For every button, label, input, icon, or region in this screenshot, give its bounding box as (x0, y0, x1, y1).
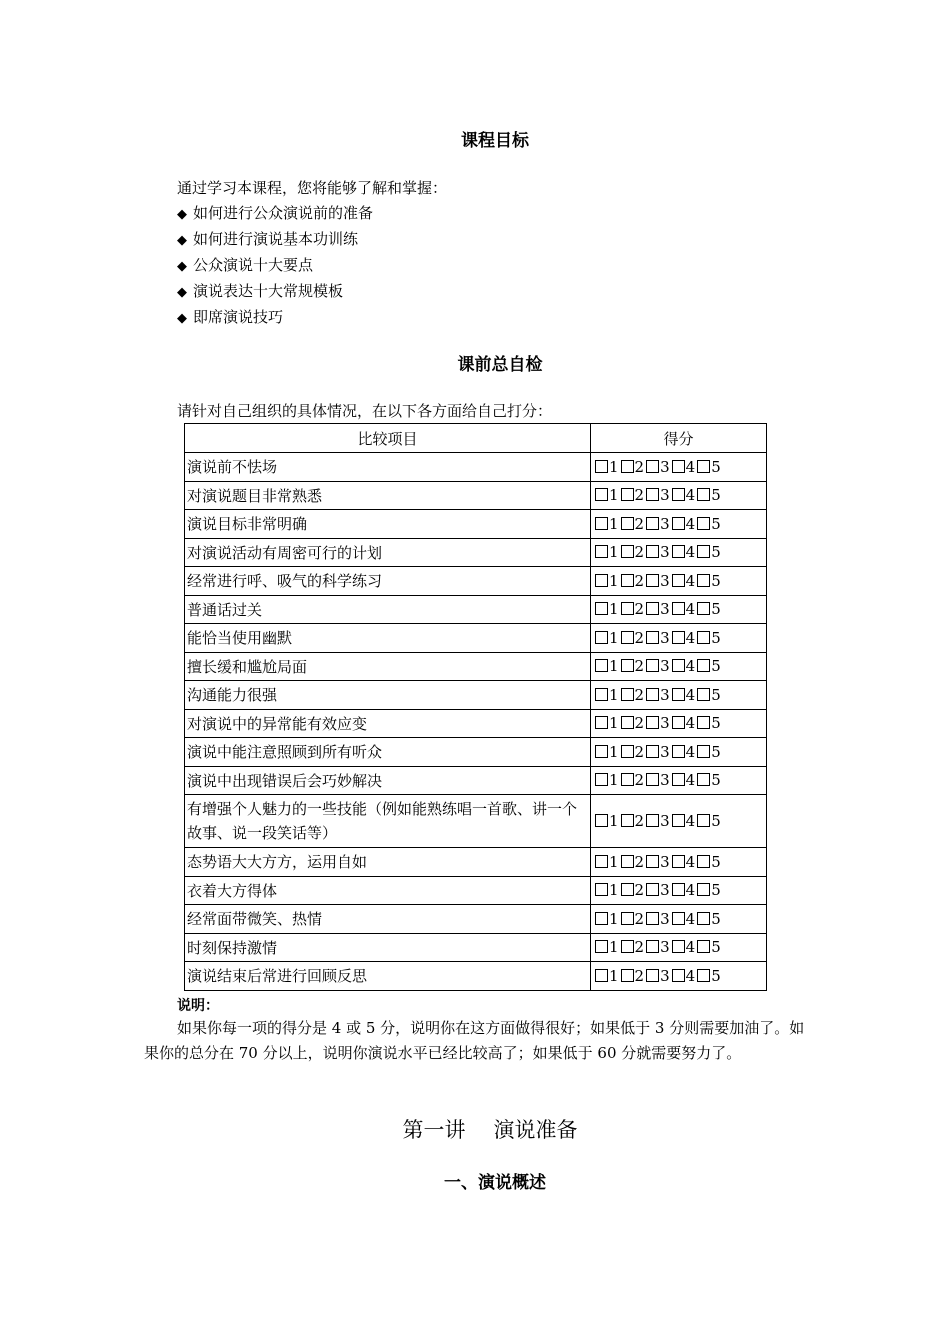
score-checkbox[interactable] (672, 574, 685, 587)
goal-item (177, 201, 447, 227)
goal-item (177, 305, 447, 331)
score-cell (591, 595, 767, 624)
score-checkbox[interactable] (672, 716, 685, 729)
score-checkbox[interactable] (621, 488, 634, 501)
score-checkbox[interactable] (621, 773, 634, 786)
item-cell: 擅长缓和尴尬局面 (185, 652, 591, 681)
goal-item (177, 227, 447, 253)
score-checkbox[interactable] (672, 940, 685, 953)
score-option-label: 2 (634, 966, 645, 985)
score-option-label: 5 (711, 771, 721, 790)
score-cell (591, 709, 767, 738)
score-option-label: 5 (711, 628, 721, 647)
score-checkbox[interactable] (646, 814, 659, 827)
score-cell (591, 876, 767, 905)
score-option-label: 1 (609, 457, 619, 476)
score-option-label: 5 (711, 938, 721, 957)
score-checkbox[interactable] (697, 745, 710, 758)
score-cell (591, 848, 767, 877)
table-row (185, 681, 767, 710)
score-option-label: 3 (660, 771, 670, 790)
score-checkbox[interactable] (646, 517, 659, 530)
table-header-row (185, 424, 767, 453)
score-checkbox[interactable] (646, 574, 659, 587)
score-option-label: 2 (634, 486, 645, 505)
score-option-label: 5 (711, 514, 721, 533)
table-row (185, 795, 767, 848)
table-row (185, 624, 767, 653)
score-checkbox[interactable] (672, 969, 685, 982)
score-option-label: 2 (634, 938, 645, 957)
score-checkbox[interactable] (646, 545, 659, 558)
score-checkbox[interactable] (646, 773, 659, 786)
score-option-label: 2 (634, 812, 645, 830)
item-cell: 能恰当使用幽默 (185, 624, 591, 653)
note-label: 说明： (177, 998, 219, 1014)
score-option-label: 4 (685, 514, 696, 533)
score-checkbox[interactable] (646, 940, 659, 953)
score-checkbox[interactable] (595, 460, 608, 473)
score-option-label: 4 (685, 543, 696, 562)
score-option-label: 1 (609, 881, 619, 900)
score-option-label: 5 (711, 657, 721, 676)
score-option-label: 1 (609, 685, 619, 704)
table-row (185, 876, 767, 905)
score-option-label: 1 (609, 852, 619, 871)
score-cell (591, 624, 767, 653)
score-checkbox[interactable] (697, 716, 710, 729)
table-row (185, 738, 767, 767)
score-option-label: 1 (609, 514, 619, 533)
table-row (185, 538, 767, 567)
score-checkbox[interactable] (595, 659, 608, 672)
score-checkbox[interactable] (595, 912, 608, 925)
score-checkbox[interactable] (672, 517, 685, 530)
item-cell: 态势语大大方方，运用自如 (185, 848, 591, 877)
goals-intro: 通过学习本课程，您将能够了解和掌握： (177, 179, 448, 197)
score-checkbox[interactable] (595, 488, 608, 501)
score-option-label: 1 (609, 486, 619, 505)
score-option-label: 1 (609, 657, 619, 676)
score-checkbox[interactable] (646, 855, 659, 868)
score-checkbox[interactable] (595, 716, 608, 729)
item-cell: 对演说活动有周密可行的计划 (185, 538, 591, 567)
score-option-label: 2 (634, 657, 645, 676)
score-cell (591, 962, 767, 991)
score-checkbox[interactable] (672, 545, 685, 558)
score-option-label: 2 (634, 881, 645, 900)
score-option-label: 5 (711, 685, 721, 704)
goal-text: 公众演说十大要点 (193, 256, 314, 274)
score-option-label: 5 (711, 966, 721, 985)
score-checkbox[interactable] (595, 545, 608, 558)
item-cell: 对演说题目非常熟悉 (185, 481, 591, 510)
score-option-label: 1 (609, 543, 619, 562)
score-checkbox[interactable] (672, 883, 685, 896)
goals-list (177, 176, 447, 331)
score-checkbox[interactable] (595, 855, 608, 868)
score-option-label: 3 (660, 571, 670, 590)
score-option-label: 4 (685, 685, 696, 704)
score-option-label: 3 (660, 938, 670, 957)
score-option-label: 2 (634, 571, 645, 590)
score-option-label: 1 (609, 628, 619, 647)
score-checkbox[interactable] (595, 814, 608, 827)
goal-item (177, 253, 447, 279)
score-option-label: 4 (685, 742, 696, 761)
table-row (185, 962, 767, 991)
score-checkbox[interactable] (621, 969, 634, 982)
score-option-label: 4 (685, 486, 696, 505)
score-checkbox[interactable] (621, 855, 634, 868)
goal-item (177, 279, 447, 305)
selfcheck-heading: 课前总自检 (457, 355, 543, 375)
score-option-label: 2 (634, 742, 645, 761)
item-cell: 经常面带微笑、热情 (185, 905, 591, 934)
score-checkbox[interactable] (672, 688, 685, 701)
score-checkbox[interactable] (672, 773, 685, 786)
score-option-label: 2 (634, 852, 645, 871)
score-option-label: 3 (660, 742, 670, 761)
score-option-label: 2 (634, 628, 645, 647)
item-cell: 演说前不怯场 (185, 453, 591, 482)
score-cell (591, 766, 767, 795)
score-option-label: 1 (609, 909, 619, 928)
item-cell: 演说中能注意照顾到所有听众 (185, 738, 591, 767)
self-check-table (184, 423, 767, 991)
table-row (185, 510, 767, 539)
score-checkbox[interactable] (697, 773, 710, 786)
diamond-bullet-icon: ◆ (177, 311, 187, 326)
score-cell (591, 453, 767, 482)
score-checkbox[interactable] (621, 460, 634, 473)
score-option-label: 1 (609, 771, 619, 790)
score-option-label: 5 (711, 742, 721, 761)
score-option-label: 2 (634, 600, 645, 619)
score-cell (591, 567, 767, 596)
score-option-label: 5 (711, 881, 721, 900)
score-cell (591, 538, 767, 567)
table-row (185, 766, 767, 795)
score-checkbox[interactable] (672, 460, 685, 473)
item-cell: 经常进行呼、吸气的科学练习 (185, 567, 591, 596)
item-cell: 演说结束后常进行回顾反思 (185, 962, 591, 991)
item-cell: 沟通能力很强 (185, 681, 591, 710)
column-header-score: 得分 (591, 424, 767, 453)
score-checkbox[interactable] (697, 883, 710, 896)
diamond-bullet-icon: ◆ (177, 285, 187, 300)
score-checkbox[interactable] (697, 855, 710, 868)
score-checkbox[interactable] (595, 517, 608, 530)
score-checkbox[interactable] (621, 912, 634, 925)
score-checkbox[interactable] (697, 460, 710, 473)
goal-text: 如何进行公众演说前的准备 (193, 204, 374, 222)
score-option-label: 2 (634, 714, 645, 733)
score-checkbox[interactable] (697, 659, 710, 672)
score-option-label: 3 (660, 909, 670, 928)
score-option-label: 3 (660, 812, 670, 830)
score-checkbox[interactable] (646, 488, 659, 501)
lecture-heading (0, 1114, 950, 1144)
score-checkbox[interactable] (697, 517, 710, 530)
diamond-bullet-icon: ◆ (177, 207, 187, 222)
lecture-title: 演说准备 (493, 1118, 578, 1142)
score-option-label: 5 (711, 600, 721, 619)
score-option-label: 4 (685, 657, 696, 676)
instruction-text: 请针对自己组织的具体情况，在以下各方面给自己打分： (177, 402, 553, 420)
score-checkbox[interactable] (672, 602, 685, 615)
score-option-label: 3 (660, 514, 670, 533)
score-option-label: 2 (634, 909, 645, 928)
score-cell (591, 738, 767, 767)
item-cell: 衣着大方得体 (185, 876, 591, 905)
section-heading: 一、演说概述 (444, 1173, 546, 1193)
score-checkbox[interactable] (672, 659, 685, 672)
score-option-label: 2 (634, 685, 645, 704)
score-checkbox[interactable] (646, 716, 659, 729)
score-checkbox[interactable] (697, 631, 710, 644)
lecture-number: 第一讲 (402, 1118, 466, 1142)
score-checkbox[interactable] (621, 688, 634, 701)
score-checkbox[interactable] (697, 814, 710, 827)
score-checkbox[interactable] (697, 602, 710, 615)
score-option-label: 1 (609, 714, 619, 733)
score-checkbox[interactable] (595, 883, 608, 896)
score-cell (591, 481, 767, 510)
score-checkbox[interactable] (672, 488, 685, 501)
item-cell: 演说目标非常明确 (185, 510, 591, 539)
score-checkbox[interactable] (697, 688, 710, 701)
table-row (185, 933, 767, 962)
score-checkbox[interactable] (646, 631, 659, 644)
score-option-label: 3 (660, 881, 670, 900)
score-checkbox[interactable] (672, 912, 685, 925)
score-cell (591, 652, 767, 681)
score-option-label: 3 (660, 457, 670, 476)
score-checkbox[interactable] (595, 574, 608, 587)
score-checkbox[interactable] (646, 912, 659, 925)
score-checkbox[interactable] (595, 631, 608, 644)
score-checkbox[interactable] (595, 745, 608, 758)
score-option-label: 4 (685, 628, 696, 647)
score-option-label: 1 (609, 938, 619, 957)
score-checkbox[interactable] (672, 631, 685, 644)
score-checkbox[interactable] (697, 912, 710, 925)
score-checkbox[interactable] (595, 688, 608, 701)
item-cell: 有增强个人魅力的一些技能（例如能熟练唱一首歌、讲一个故事、说一段笑话等） (185, 795, 591, 848)
diamond-bullet-icon: ◆ (177, 233, 187, 248)
score-option-label: 3 (660, 966, 670, 985)
score-option-label: 3 (660, 628, 670, 647)
score-checkbox[interactable] (672, 855, 685, 868)
table-row (185, 481, 767, 510)
score-checkbox[interactable] (595, 969, 608, 982)
score-checkbox[interactable] (595, 602, 608, 615)
score-checkbox[interactable] (621, 659, 634, 672)
item-cell: 演说中出现错误后会巧妙解决 (185, 766, 591, 795)
score-option-label: 5 (711, 909, 721, 928)
score-option-label: 4 (685, 714, 696, 733)
score-checkbox[interactable] (672, 814, 685, 827)
score-option-label: 3 (660, 714, 670, 733)
score-checkbox[interactable] (621, 545, 634, 558)
score-checkbox[interactable] (646, 688, 659, 701)
goal-text: 演说表达十大常规模板 (193, 282, 344, 300)
table-row (185, 709, 767, 738)
table-row (185, 652, 767, 681)
table-row (185, 905, 767, 934)
score-option-label: 2 (634, 771, 645, 790)
score-checkbox[interactable] (621, 745, 634, 758)
diamond-bullet-icon: ◆ (177, 259, 187, 274)
score-option-label: 2 (634, 543, 645, 562)
score-option-label: 2 (634, 457, 645, 476)
score-checkbox[interactable] (595, 773, 608, 786)
score-option-label: 3 (660, 852, 670, 871)
score-option-label: 4 (685, 881, 696, 900)
score-option-label: 4 (685, 938, 696, 957)
item-cell: 对演说中的异常能有效应变 (185, 709, 591, 738)
score-option-label: 1 (609, 571, 619, 590)
score-checkbox[interactable] (697, 488, 710, 501)
score-option-label: 3 (660, 600, 670, 619)
score-checkbox[interactable] (646, 659, 659, 672)
score-cell (591, 510, 767, 539)
table-row (185, 567, 767, 596)
score-option-label: 4 (685, 909, 696, 928)
score-checkbox[interactable] (646, 883, 659, 896)
score-checkbox[interactable] (646, 602, 659, 615)
score-option-label: 4 (685, 457, 696, 476)
score-checkbox[interactable] (646, 745, 659, 758)
score-checkbox[interactable] (697, 574, 710, 587)
score-option-label: 1 (609, 600, 619, 619)
score-checkbox[interactable] (621, 940, 634, 953)
score-option-label: 3 (660, 486, 670, 505)
score-option-label: 5 (711, 486, 721, 505)
score-cell (591, 681, 767, 710)
item-cell: 普通话过关 (185, 595, 591, 624)
score-checkbox[interactable] (697, 969, 710, 982)
score-checkbox[interactable] (646, 460, 659, 473)
score-checkbox[interactable] (621, 716, 634, 729)
score-option-label: 5 (711, 543, 721, 562)
goal-text: 即席演说技巧 (193, 308, 284, 326)
score-cell (591, 795, 767, 848)
score-cell (591, 933, 767, 962)
item-cell: 时刻保持激情 (185, 933, 591, 962)
score-checkbox[interactable] (646, 969, 659, 982)
score-option-label: 5 (711, 714, 721, 733)
score-option-label: 4 (685, 571, 696, 590)
goal-text: 如何进行演说基本功训练 (193, 230, 359, 248)
score-option-label: 4 (685, 852, 696, 871)
table-row (185, 848, 767, 877)
score-checkbox[interactable] (621, 631, 634, 644)
score-checkbox[interactable] (621, 883, 634, 896)
score-option-label: 3 (660, 657, 670, 676)
table-row (185, 453, 767, 482)
score-checkbox[interactable] (621, 517, 634, 530)
score-cell (591, 905, 767, 934)
course-goals-heading: 课程目标 (461, 131, 529, 151)
score-option-label: 1 (609, 812, 619, 830)
score-option-label: 4 (685, 966, 696, 985)
score-option-label: 5 (711, 571, 721, 590)
score-checkbox[interactable] (697, 940, 710, 953)
score-option-label: 5 (711, 852, 721, 871)
score-option-label: 5 (711, 457, 721, 476)
table-row (185, 595, 767, 624)
score-checkbox[interactable] (621, 574, 634, 587)
column-header-item: 比较项目 (185, 424, 591, 453)
note-text: 如果你每一项的得分是 4 或 5 分，说明你在这方面做得很好；如果低于 3 分则需要加油了。如果你的总分在 70 分以上，说明你演说水平已经比较高了；如果低于 60 分就需要努力了。 (144, 1019, 805, 1062)
score-checkbox[interactable] (595, 940, 608, 953)
score-option-label: 4 (685, 771, 696, 790)
score-option-label: 3 (660, 543, 670, 562)
score-option-label: 5 (711, 812, 721, 830)
score-option-label: 1 (609, 742, 619, 761)
score-option-label: 4 (685, 812, 696, 830)
score-checkbox[interactable] (697, 545, 710, 558)
score-checkbox[interactable] (672, 745, 685, 758)
score-checkbox[interactable] (621, 814, 634, 827)
score-option-label: 2 (634, 514, 645, 533)
score-option-label: 4 (685, 600, 696, 619)
score-option-label: 3 (660, 685, 670, 704)
score-option-label: 1 (609, 966, 619, 985)
score-checkbox[interactable] (621, 602, 634, 615)
